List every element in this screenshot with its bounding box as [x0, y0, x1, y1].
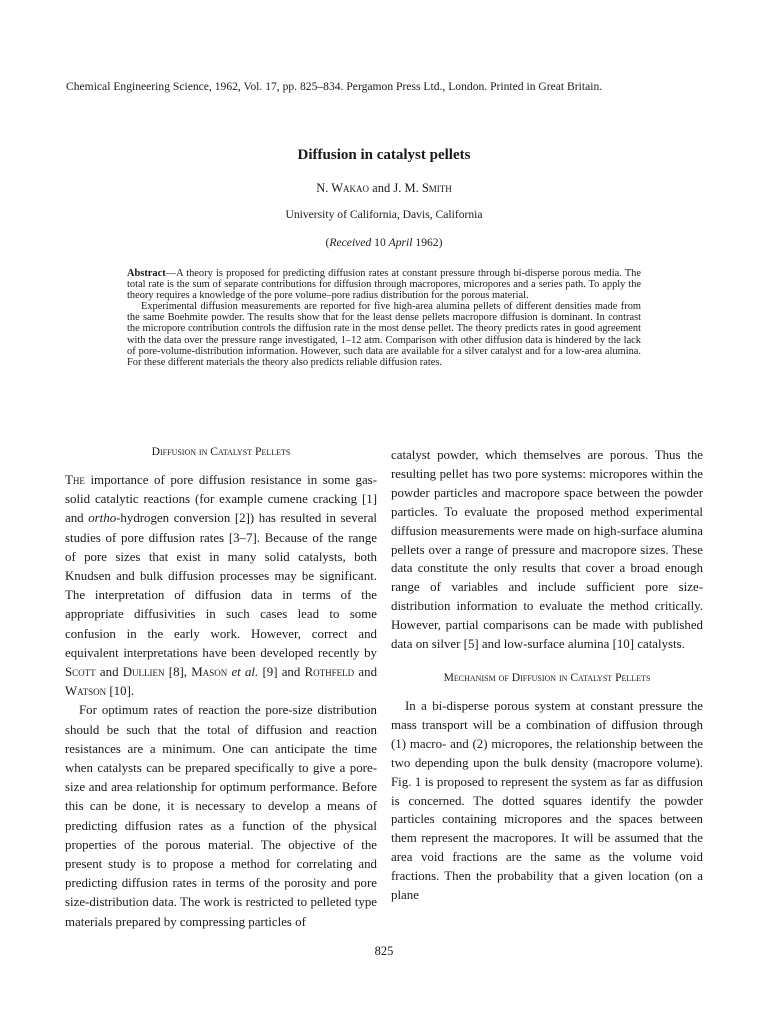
section-heading: Mechanism of Diffusion in Catalyst Pellets: [443, 670, 651, 684]
abstract-lead: Abstract: [127, 268, 166, 279]
received-word: Received: [329, 236, 372, 249]
received-year: 1962): [412, 236, 443, 249]
affiliation: University of California, Davis, California: [285, 208, 483, 221]
author-conjunction: and: [369, 181, 394, 195]
received-date: [0, 236, 768, 250]
author-line: [0, 181, 768, 196]
body-paragraph: For optimum rates of reaction the pore-size distribution should be such that the total of diffusion and reaction resistances are a minimum. One can anticipate the time when catalysts can be prepared specifically to give a pore-size and area relationship for optimum performance. Before this can be done, it is necessary to develop a means of predicting diffusion rates as a function of the physical properties of the porous material. The objective of the present study is to propose a method for correlating and predicting diffusion rates in terms of the porosity and pore size-distribution data. The work is restricted to pelleted type materials prepared by compressing particles of: [65, 703, 377, 929]
section-heading: Diffusion in Catalyst Pellets: [151, 445, 291, 458]
journal-citation: Chemical Engineering Science, 1962, Vol. 17, pp. 825–834. Pergamon Press Ltd., London. Printed in Great Britain.: [66, 80, 603, 93]
abstract-paragraph: Abstract—A theory is proposed for predicting diffusion rates at constant pressure through bi-disperse porous media. The total rate is the sum of separate contributions for diffusion through macropores, micropores and a series path. To apply the theory requires a knowledge of the pore volume–pore radius distribution for the porous material.: [127, 268, 641, 302]
received-month: April: [388, 236, 413, 249]
body-paragraph: catalyst powder, which themselves are porous. Thus the resulting pellet has two pore systems: micropores within the powder particles and macropore space between the powder particles. To evaluate the proposed method experimental diffusion measurements were made on high-surface alumina pellets over a range of pressure and macropore sizes. These data constitute the only results that cover a broad enough range of variables and include sufficient pore size-distribution information to evaluate the method critically. However, partial comparisons can be made with published data on silver [5] and low-surface alumina [10] catalysts.: [391, 448, 703, 652]
left-column: [65, 442, 377, 932]
abstract-paragraph: Experimental diffusion measurements are reported for five high-area alumina pellets of different densities made from the same Boehmite powder. The results show that for the least dense pellets macropore diffusion is dominant. In contrast the micropore contribution controls the diffusion rate in the most dense pellet. The theory predicts rates in good agreement with the data over the pressure range investigated, 1–12 atm. Comparison with other diffusion data is hindered by the lack of pore-volume-distribution information. However, such data are available for a silver catalyst and for a low-area alumina. For these different materials the theory also predicts reliable diffusion rates.: [127, 301, 641, 368]
page-number: 825: [374, 944, 394, 958]
received-open: (: [325, 236, 330, 249]
body-paragraph: The importance of pore diffusion resistance in some gas-solid catalytic reactions (for example cumene cracking [1] and ortho-hydrogen conversion [2]) has resulted in several studies of pore diffusion rates [3–7]. Because of the range of pore sizes that exist in many solid catalysts, both Knudsen and bulk diffusion processes may be significant. The interpretation of diffusion data in terms of the appropriate diffusivities in such cases lead to some confusion in the early work. However, correct and equivalent interpretations have been developed recently by Scott and Dullien [8], Mason et al. [9] and Rothfeld and Watson [10].: [65, 473, 378, 699]
body-paragraph: In a bi-disperse porous system at constant pressure the mass transport will be a combination of diffusion through (1) macro- and (2) micropores, the relationship between the two depending upon the bulk density (macropore volume). Fig. 1 is proposed to represent the system as far as diffusion is concerned. The dotted squares identify the powder particles containing micropores and the spaces between them represent the macropores. It will be assumed that the area void fractions are the same as the volume void fractions. Then the probability that a given location (on a plane: [391, 698, 703, 903]
abstract: [127, 268, 641, 368]
author-name: J. M. Smith: [393, 181, 452, 195]
received-day: 10: [371, 236, 389, 249]
paper-title: Diffusion in catalyst pellets: [297, 147, 471, 163]
author-name: N. Wakao: [316, 181, 370, 195]
right-column: [391, 446, 703, 905]
